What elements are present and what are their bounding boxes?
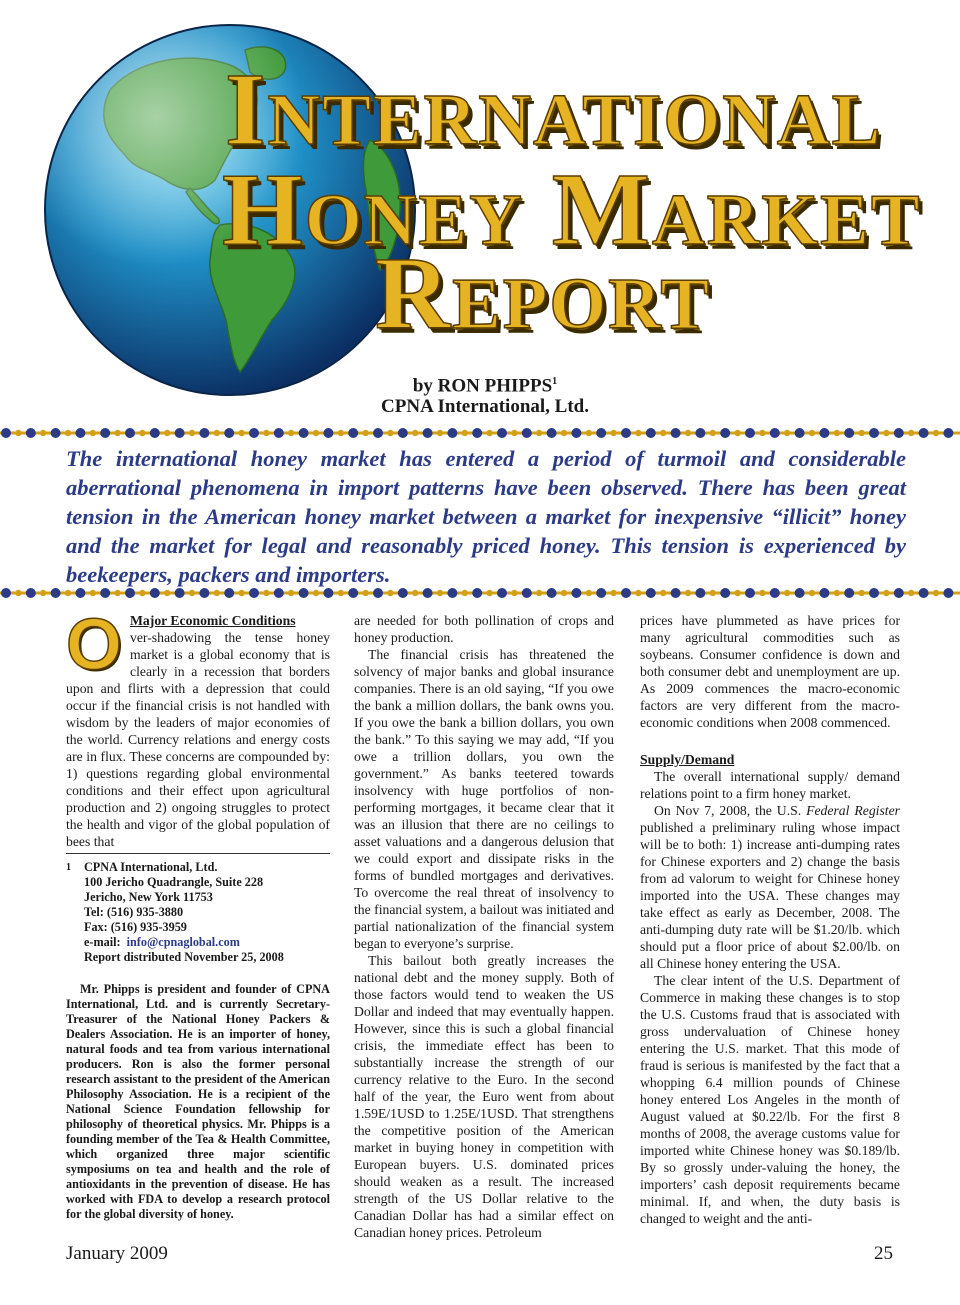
bead (547, 428, 557, 438)
bead (398, 588, 408, 598)
bead (65, 590, 71, 596)
bead (26, 588, 36, 598)
bead (224, 428, 234, 438)
bead (536, 430, 542, 436)
col3-paragraph: The clear intent of the U.S. Department of Commerce in making these changes is to stop the U.S. Customs fraud that is associated with gross undervaluation of Chinese honey entering the U.S. market. That this mode of fraud is serious is manifested by the fact that a whopping 6.4 million pounds of Chinese honey entered Los Angeles in the month of August valued at $0.22/lb. For the first 8 months of 2008, the average customs value for imported white Chinese honey was $0.189/lb. By so grossly under-valuing the honey, the importers’ cash deposit requirements became minimal. If, and when, the duty basis is changed to weight and the anti- (640, 973, 900, 1226)
bead (586, 590, 592, 596)
bead (338, 590, 344, 596)
bead (734, 590, 740, 596)
bead (90, 430, 96, 436)
bead (139, 590, 145, 596)
bead (571, 428, 581, 438)
bead (819, 588, 829, 598)
column-3 (640, 612, 900, 1227)
bead (447, 428, 457, 438)
bead (65, 430, 71, 436)
bead (883, 590, 889, 596)
bead (373, 428, 383, 438)
bead (819, 428, 829, 438)
bead (288, 590, 294, 596)
bead (175, 428, 185, 438)
bead (894, 588, 904, 598)
bead (486, 430, 492, 436)
bead (844, 428, 854, 438)
bead (660, 430, 666, 436)
bead (586, 430, 592, 436)
bead (720, 588, 730, 598)
footnote (66, 860, 330, 965)
bead (338, 430, 344, 436)
bead (795, 588, 805, 598)
bead (288, 430, 294, 436)
section-heading-economic: Major Economic Conditions (130, 613, 296, 628)
bead (635, 590, 641, 596)
footer-date: January 2009 (66, 1243, 168, 1264)
bead (596, 428, 606, 438)
footnote-line: 100 Jericho Quadrangle, Suite 228 (84, 875, 264, 889)
bead (759, 430, 765, 436)
title-line-3: Report (375, 236, 712, 351)
bead (299, 588, 309, 598)
bead (933, 590, 939, 596)
title-line-1: International (225, 52, 883, 167)
footnote-line: Tel: (516) 935-3880 (84, 905, 184, 919)
bead (869, 428, 879, 438)
bead (150, 588, 160, 598)
bead (387, 430, 393, 436)
bead (224, 588, 234, 598)
bead (313, 430, 319, 436)
bead (199, 428, 209, 438)
bead (596, 588, 606, 598)
bead (437, 590, 443, 596)
col2-paragraph: The financial crisis has threatened the solvency of major banks and global insurance companies. There is an old saying, “If you owe the bank a million dollars, the bank owns you. If you owe the bank a billion dollars, you own the bank.” To this saying we may add, “If you owe a trillion dollars, you own the government.” As banks teetered towards insolvency with huge portfolios of non-performing mortgages, it became clear that it was an illusion that there are no ceilings to asset valuations and a dangerous delusion that we could export and dissipate risks in the forms of bundled mortgages and derivatives. To overcome the real threat of insolvency to the financial system, a bailout was initiated and partial nationalization of the financial system began to everyone’s surprise. (354, 647, 614, 951)
bead (323, 588, 333, 598)
bead (869, 588, 879, 598)
footnote-line: Fax: (516) 935-3959 (84, 920, 187, 934)
bead (263, 430, 269, 436)
byline-org: CPNA International, Ltd. (381, 396, 589, 417)
bead (274, 428, 284, 438)
bead (462, 590, 468, 596)
bead (100, 588, 110, 598)
bead (745, 428, 755, 438)
bead (164, 590, 170, 596)
bead (238, 590, 244, 596)
bead-divider-top (0, 426, 960, 440)
bead (486, 590, 492, 596)
footnote-email-line (84, 935, 330, 950)
bead (784, 430, 790, 436)
bead (26, 428, 36, 438)
bead (175, 588, 185, 598)
email-label: e-mail: (84, 935, 121, 949)
bead (770, 428, 780, 438)
page-number: 25 (874, 1243, 893, 1264)
bead (522, 428, 532, 438)
bead (412, 430, 418, 436)
bead (323, 428, 333, 438)
col3-paragraph: On Nov 7, 2008, the U.S. Federal Register published a preliminary ruling whose impact will be to both: 1) increase anti-dumping rates for Chinese exporters and 2) change the basis from ad valorum to weight for Chinese honey imported into the USA. These changes may take effect as early as December, 2008. The anti-dumping duty rate will be $1.20/lb. which should put a floor price of about $2.00/lb. on all Chinese honey entering the USA. (640, 803, 900, 971)
bead (734, 430, 740, 436)
bead (125, 428, 135, 438)
bead (883, 430, 889, 436)
bead (150, 428, 160, 438)
bead (75, 588, 85, 598)
bead (274, 588, 284, 598)
bead-divider-bottom (0, 586, 960, 600)
bead (720, 428, 730, 438)
bead (536, 590, 542, 596)
bead (522, 588, 532, 598)
bead (610, 590, 616, 596)
bead (894, 428, 904, 438)
bead (919, 588, 929, 598)
bead (362, 430, 368, 436)
bead (809, 430, 815, 436)
bead (621, 588, 631, 598)
bead (561, 590, 567, 596)
footnote-number: 1 (66, 862, 71, 873)
bead (497, 428, 507, 438)
bead (610, 430, 616, 436)
bead (710, 590, 716, 596)
bead (561, 430, 567, 436)
bead (621, 428, 631, 438)
bead (834, 590, 840, 596)
bead (114, 590, 120, 596)
bead (844, 588, 854, 598)
bead (660, 590, 666, 596)
bead (313, 590, 319, 596)
bead (462, 430, 468, 436)
bead (1, 588, 11, 598)
bead (770, 588, 780, 598)
bead (362, 590, 368, 596)
footnote-distributed: Report distributed November 25, 2008 (84, 950, 284, 964)
title-line-2: Honey Market (222, 152, 922, 267)
bead (214, 430, 220, 436)
col3-paragraph: prices have plummeted as have prices for many agricultural commodities such as soybeans. Consumer confidence is down and both consumer debt and unemployment are up. As 2009 commences the macro-economic factors are very different from the macro-economic conditions when 2008 commenced. (640, 613, 900, 730)
col3-paragraph: The overall international supply/ demand relations point to a firm honey market. (640, 769, 900, 801)
bead (249, 428, 259, 438)
bead (745, 588, 755, 598)
column-2 (354, 612, 614, 1241)
bead (348, 588, 358, 598)
bead (238, 430, 244, 436)
bead (373, 588, 383, 598)
bead (447, 588, 457, 598)
bead (943, 428, 953, 438)
bead (164, 430, 170, 436)
bead (685, 430, 691, 436)
bead (795, 428, 805, 438)
bead (759, 590, 765, 596)
bead (646, 428, 656, 438)
footnote-line: Jericho, New York 11753 (84, 890, 213, 904)
bead (189, 590, 195, 596)
bead (40, 590, 46, 596)
column-1 (66, 605, 330, 850)
drop-cap: O (66, 605, 123, 685)
bead (114, 430, 120, 436)
bead (299, 428, 309, 438)
bead (423, 428, 433, 438)
bead (858, 430, 864, 436)
bead (387, 590, 393, 596)
section-heading-supply: Supply/Demand (640, 752, 735, 767)
bead (933, 430, 939, 436)
bead (15, 590, 21, 596)
bead (437, 430, 443, 436)
bead (263, 590, 269, 596)
bead (646, 588, 656, 598)
federal-register-title: Federal Register (806, 803, 900, 818)
bead (547, 588, 557, 598)
bead (214, 590, 220, 596)
bead (919, 428, 929, 438)
bead (75, 428, 85, 438)
bead (511, 590, 517, 596)
bead (671, 588, 681, 598)
bead (784, 590, 790, 596)
bead (908, 430, 914, 436)
footnote-rule (66, 853, 330, 854)
bead (40, 430, 46, 436)
bead (710, 430, 716, 436)
bead (511, 430, 517, 436)
bead (249, 588, 259, 598)
bead (834, 430, 840, 436)
bead (51, 428, 61, 438)
bead (695, 428, 705, 438)
bead (189, 430, 195, 436)
bead (398, 428, 408, 438)
bead (90, 590, 96, 596)
bead (51, 588, 61, 598)
col1-body: ver-shadowing the tense honey market is a global economy that is clearly in a recession that borders upon and flirts with a depression that could occur if the financial crisis is not handled with wisdom by the leaders of major economies of the world. Currency relations and energy costs are in flux. These concerns are compounded by: 1) questions regarding global environmental conditions and their effect upon agricultural production and 2) ongoing struggles to protect the health and vigor of the global population of bees that (66, 630, 330, 849)
footnote-line: CPNA International, Ltd. (84, 860, 218, 874)
bead (908, 590, 914, 596)
bead (809, 590, 815, 596)
bead (1, 428, 11, 438)
author-bio: Mr. Phipps is president and founder of CPNA International, Ltd. and is currently Secretary-Treasurer of the National Honey Packers & Dealers Association. He is an importer of honey, natural foods and tea from various international producers. Ron is also the former personal research assistant to the president of the American Philosophy Association. He is a recipient of the National Science Foundation fellowship for philosophy of theoretical physics. Mr. Phipps is a founding member of the Tea & Health Committee, which organized three major scientific symposiums on tea and health and the role of antioxidants in the prevention of disease. He has worked with FDA to develop a research protocol for the global diversity of honey. (66, 982, 330, 1221)
bead (412, 590, 418, 596)
bead (472, 428, 482, 438)
bead (685, 590, 691, 596)
bead (100, 428, 110, 438)
bead (125, 588, 135, 598)
bead (571, 588, 581, 598)
col2-paragraph: are needed for both pollination of crops and honey production. (354, 613, 614, 645)
bead (635, 430, 641, 436)
bead (348, 428, 358, 438)
bead (497, 588, 507, 598)
bead (858, 590, 864, 596)
bead (943, 588, 953, 598)
email-link[interactable]: info@cpnaglobal.com (126, 935, 240, 949)
col2-paragraph: This bailout both greatly increases the national debt and the money supply. Both of those factors would tend to weaken the US Dollar and indeed that may eventually happen. However, since this is such a global financial crisis, the immediate effect has been to substantially increase the strength of our currency relative to the Euro. In the second half of the year, the Euro went from about 1.59E/1USD to 1.25E/1USD. That strengthens the competitive position of the American market in buying honey in competition with European buyers. U.S. dominated prices should weaken as a result. The increased strength of the US Dollar relative to the Canadian Dollar has had a similar effect on Canadian honey prices. Petroleum (354, 953, 614, 1240)
bead (472, 588, 482, 598)
bead (199, 588, 209, 598)
bead (423, 588, 433, 598)
bead (15, 430, 21, 436)
byline-author: by RON PHIPPS$^1$ (412, 375, 558, 397)
lead-paragraph: The international honey market has entered a period of turmoil and considerable aberrational phenomena in import patterns have been observed. There has been great tension in the American honey market between a market for inexpensive “illicit” honey and the market for legal and reasonably priced honey. This tension is experienced by beekeepers, packers and importers. (66, 446, 906, 587)
bead (695, 588, 705, 598)
bead (139, 430, 145, 436)
bead (671, 428, 681, 438)
